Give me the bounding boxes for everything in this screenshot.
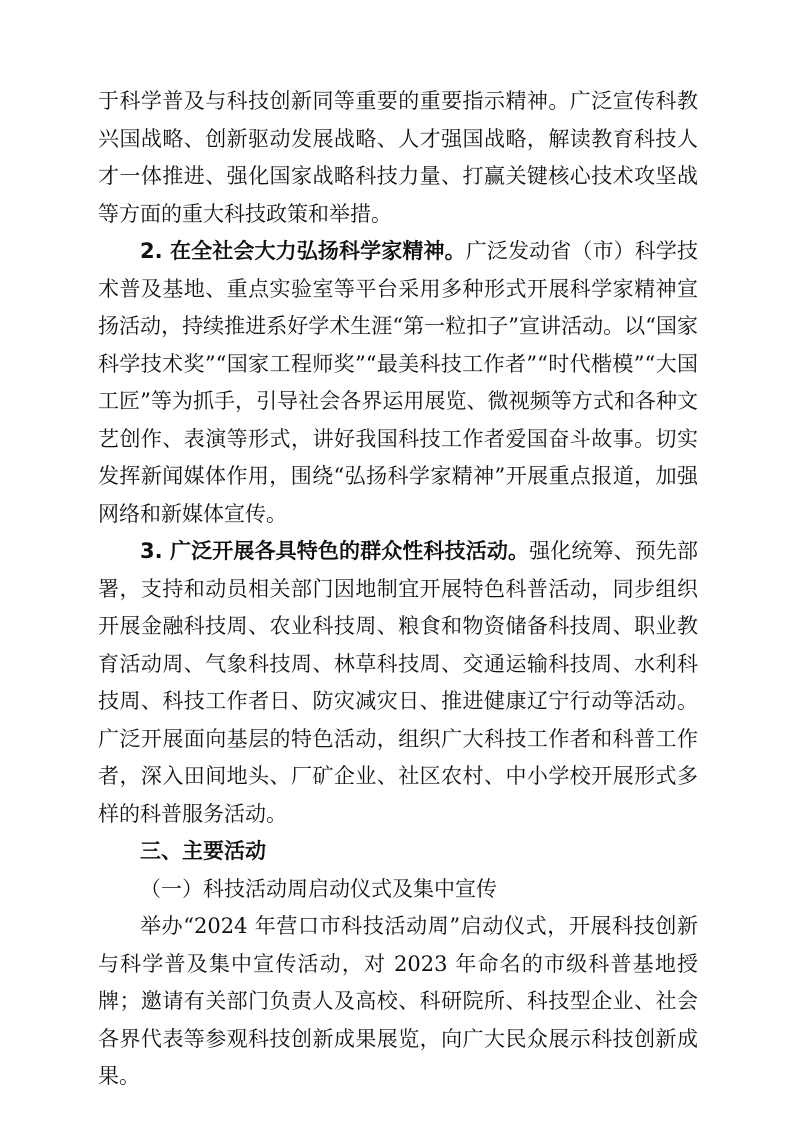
- paragraph-launch-ceremony: 举办“2024 年营口市科技活动周”启动仪式，开展科技创新与科学普及集中宣传活动，对 2023 年命名的市级科普基地授牌；邀请有关部门负责人及高校、科研院所、科技型企业、社会各界代表等参观科技创新成果展览，向广大民众展示科技创新成果。: [98, 914, 698, 1088]
- subsection-heading-launch-ceremony: （一）科技活动周启动仪式及集中宣传: [140, 876, 497, 901]
- document-page: [98, 83, 698, 1096]
- item-3-title: 3. 广泛开展各具特色的群众性科技活动。: [140, 539, 530, 563]
- item-3-body: 强化统筹、预先部署，支持和动员相关部门因地制宜开展特色科普活动，同步组织开展金融科技周、农业科技周、粮食和物资储备科技周、职业教育活动周、气象科技周、林草科技周、交通运输科技周、水利科技周、科技工作者日、防灾减灾日、推进健康辽宁行动等活动。广泛开展面向基层的特色活动，组织广大科技工作者和科普工作者，深入田间地头、厂矿企业、社区农村、中小学校开展形式多样的科普服务活动。: [98, 539, 699, 826]
- paragraph-mass-activities: [98, 533, 698, 833]
- paragraph-scientist-spirit: [98, 233, 698, 533]
- item-2-body: 广泛发动省（市）科学技术普及基地、重点实验室等平台采用多种形式开展科学家精神宣扬活动，持续推进系好学术生涯“第一粒扣子”宣讲活动。以“国家科学技术奖”“国家工程师奖”“最美科技工作者”“时代楷模”“大国工匠”等为抓手，引导社会各界运用展览、微视频等方式和各种文艺创作、表演等形式，讲好我国科技工作者爱国奋斗故事。切实发挥新闻媒体作用，围绕“弘扬科学家精神”开展重点报道，加强网络和新媒体宣传。: [98, 239, 699, 526]
- paragraph-policy-promotion: 于科学普及与科技创新同等重要的重要指示精神。广泛宣传科教兴国战略、创新驱动发展战略、人才强国战略，解读教育科技人才一体推进、强化国家战略科技力量、打赢关键核心技术攻坚战等方面的重大科技政策和举措。: [98, 89, 698, 226]
- section-heading-main-activities: 三、主要活动: [140, 839, 266, 863]
- item-2-title: 2. 在全社会大力弘扬科学家精神。: [140, 239, 466, 263]
